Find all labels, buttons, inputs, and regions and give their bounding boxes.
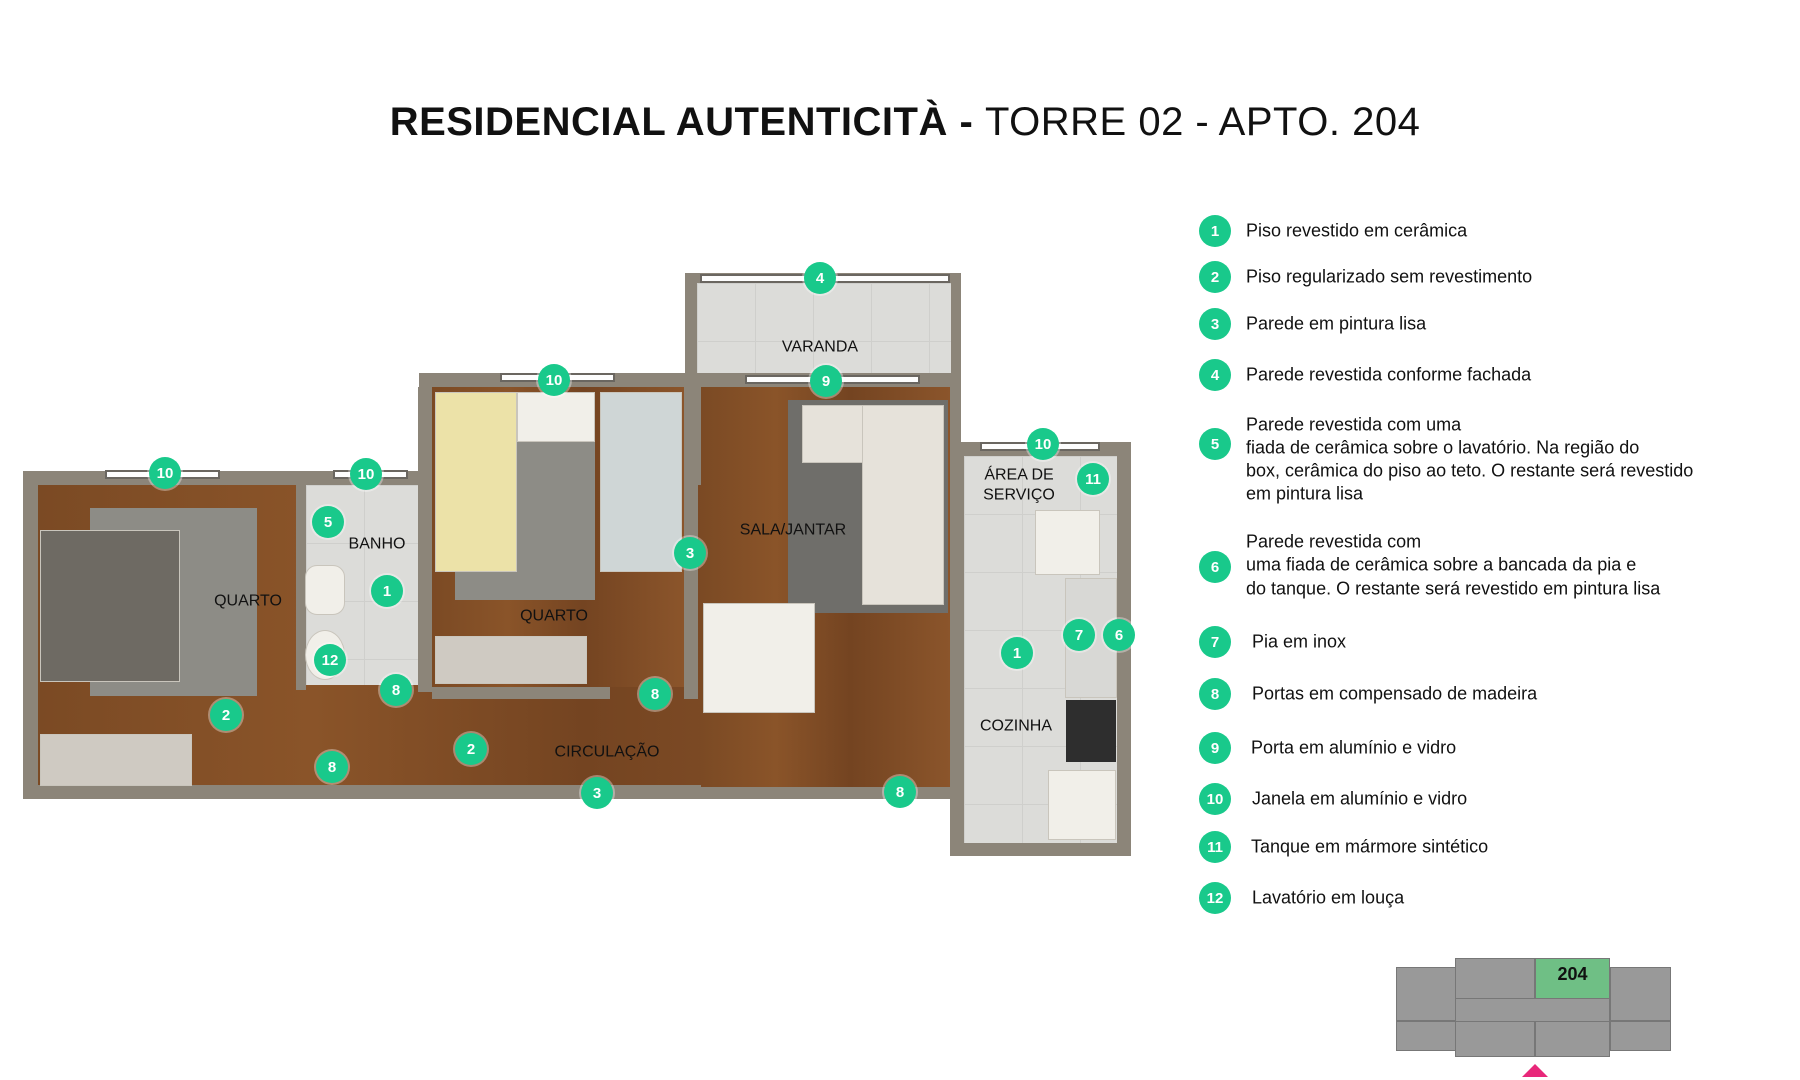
key-unit-number: 204 <box>1557 964 1588 984</box>
legend-text: Piso revestido em cerâmica <box>1246 220 1468 241</box>
title-unit: TORRE 02 - APTO. 204 <box>984 100 1421 144</box>
marker: 3 <box>674 537 706 569</box>
legend-badge: 9 <box>1199 732 1231 764</box>
room-label-banho: BANHO <box>348 535 406 553</box>
key-unit <box>1455 958 1535 1000</box>
nightstand <box>517 392 595 442</box>
legend-text: Porta em alumínio e vidro <box>1251 737 1457 758</box>
wardrobe-quarto2 <box>435 636 587 684</box>
stove <box>1066 700 1116 762</box>
room-label-varanda: VARANDA <box>781 338 859 356</box>
marker: 5 <box>312 506 344 538</box>
marker: 1 <box>1001 637 1033 669</box>
wall-kitchen-left <box>950 456 964 786</box>
fridge <box>1048 770 1116 840</box>
north-arrow-icon <box>1522 1064 1548 1077</box>
legend-badge: 12 <box>1199 882 1231 914</box>
marker: 3 <box>581 777 613 809</box>
key-unit <box>1396 1021 1456 1051</box>
marker: 4 <box>804 262 836 294</box>
room-label-area-servico: SERVIÇO <box>983 486 1055 504</box>
legend-text: Lavatório em louça <box>1252 887 1405 908</box>
legend-badge: 6 <box>1199 551 1231 583</box>
legend-text: em pintura lisa <box>1246 483 1364 504</box>
key-unit <box>1535 1021 1610 1057</box>
marker: 8 <box>884 776 916 808</box>
legend-badge: 5 <box>1199 428 1231 460</box>
marker: 12 <box>314 644 346 676</box>
single-bed-2 <box>600 392 682 572</box>
marker: 8 <box>639 678 671 710</box>
marker: 8 <box>316 751 348 783</box>
marker: 10 <box>1027 428 1059 460</box>
legend-text: do tanque. O restante será revestido em pintura lisa <box>1246 578 1661 599</box>
title-project: RESIDENCIAL AUTENTICITÀ - <box>389 100 974 144</box>
legend-badge: 1 <box>1199 215 1231 247</box>
marker: 2 <box>455 733 487 765</box>
legend-text: Portas em compensado de madeira <box>1252 683 1538 704</box>
key-corridor <box>1455 998 1610 1022</box>
marker: 11 <box>1077 463 1109 495</box>
legend-text: Parede revestida com uma <box>1246 414 1462 435</box>
legend-text: Parede revestida conforme fachada <box>1246 364 1532 385</box>
legend-badge: 10 <box>1199 783 1231 815</box>
legend-text: Tanque em mármore sintético <box>1251 836 1489 857</box>
marker: 2 <box>210 699 242 731</box>
marker: 10 <box>149 457 181 489</box>
legend-badge: 8 <box>1199 678 1231 710</box>
floor-varanda <box>697 283 951 373</box>
legend-text: fiada de cerâmica sobre o lavatório. Na região do <box>1246 437 1640 458</box>
double-bed <box>40 530 180 682</box>
legend-badge: 3 <box>1199 308 1231 340</box>
marker: 9 <box>810 365 842 397</box>
key-unit <box>1610 967 1671 1021</box>
wardrobe-quarto1 <box>40 734 192 786</box>
dining-table <box>703 603 815 713</box>
legend-text: Parede em pintura lisa <box>1246 313 1427 334</box>
washing-machine <box>1035 510 1100 575</box>
room-label-circulacao: CIRCULAÇÃO <box>554 743 660 761</box>
key-unit <box>1455 1021 1535 1057</box>
marker: 7 <box>1063 619 1095 651</box>
key-unit <box>1396 967 1456 1021</box>
legend-text: box, cerâmica do piso ao teto. O restante será revestido <box>1246 460 1694 481</box>
room-label-sala: SALA/JANTAR <box>739 521 847 539</box>
legend-text: Parede revestida com <box>1246 531 1422 552</box>
wall-quarto2-bottom <box>432 687 610 699</box>
single-bed-1 <box>435 392 517 572</box>
room-label-area-servico: ÁREA DE <box>984 466 1054 484</box>
legend-text: Pia em inox <box>1252 631 1347 652</box>
legend-text: Janela em alumínio e vidro <box>1252 788 1468 809</box>
legend-badge: 11 <box>1199 831 1231 863</box>
marker: 1 <box>371 575 403 607</box>
sofa <box>862 405 944 605</box>
legend-text: uma fiada de cerâmica sobre a bancada da pia e <box>1246 554 1637 575</box>
room-label-quarto: QUARTO <box>214 592 282 610</box>
room-label-quarto: QUARTO <box>520 607 588 625</box>
key-unit <box>1610 1021 1671 1051</box>
legend-text: Piso regularizado sem revestimento <box>1246 266 1533 287</box>
marker: 6 <box>1103 619 1135 651</box>
toilet <box>305 565 345 615</box>
legend-badge: 4 <box>1199 359 1231 391</box>
legend-badge: 7 <box>1199 626 1231 658</box>
room-label-cozinha: COZINHA <box>980 717 1052 735</box>
legend-badge: 2 <box>1199 261 1231 293</box>
marker: 8 <box>380 674 412 706</box>
key-unit-highlighted <box>1535 958 1610 1000</box>
marker: 10 <box>538 364 570 396</box>
wall-quarto2-left <box>418 387 432 692</box>
marker: 10 <box>350 458 382 490</box>
